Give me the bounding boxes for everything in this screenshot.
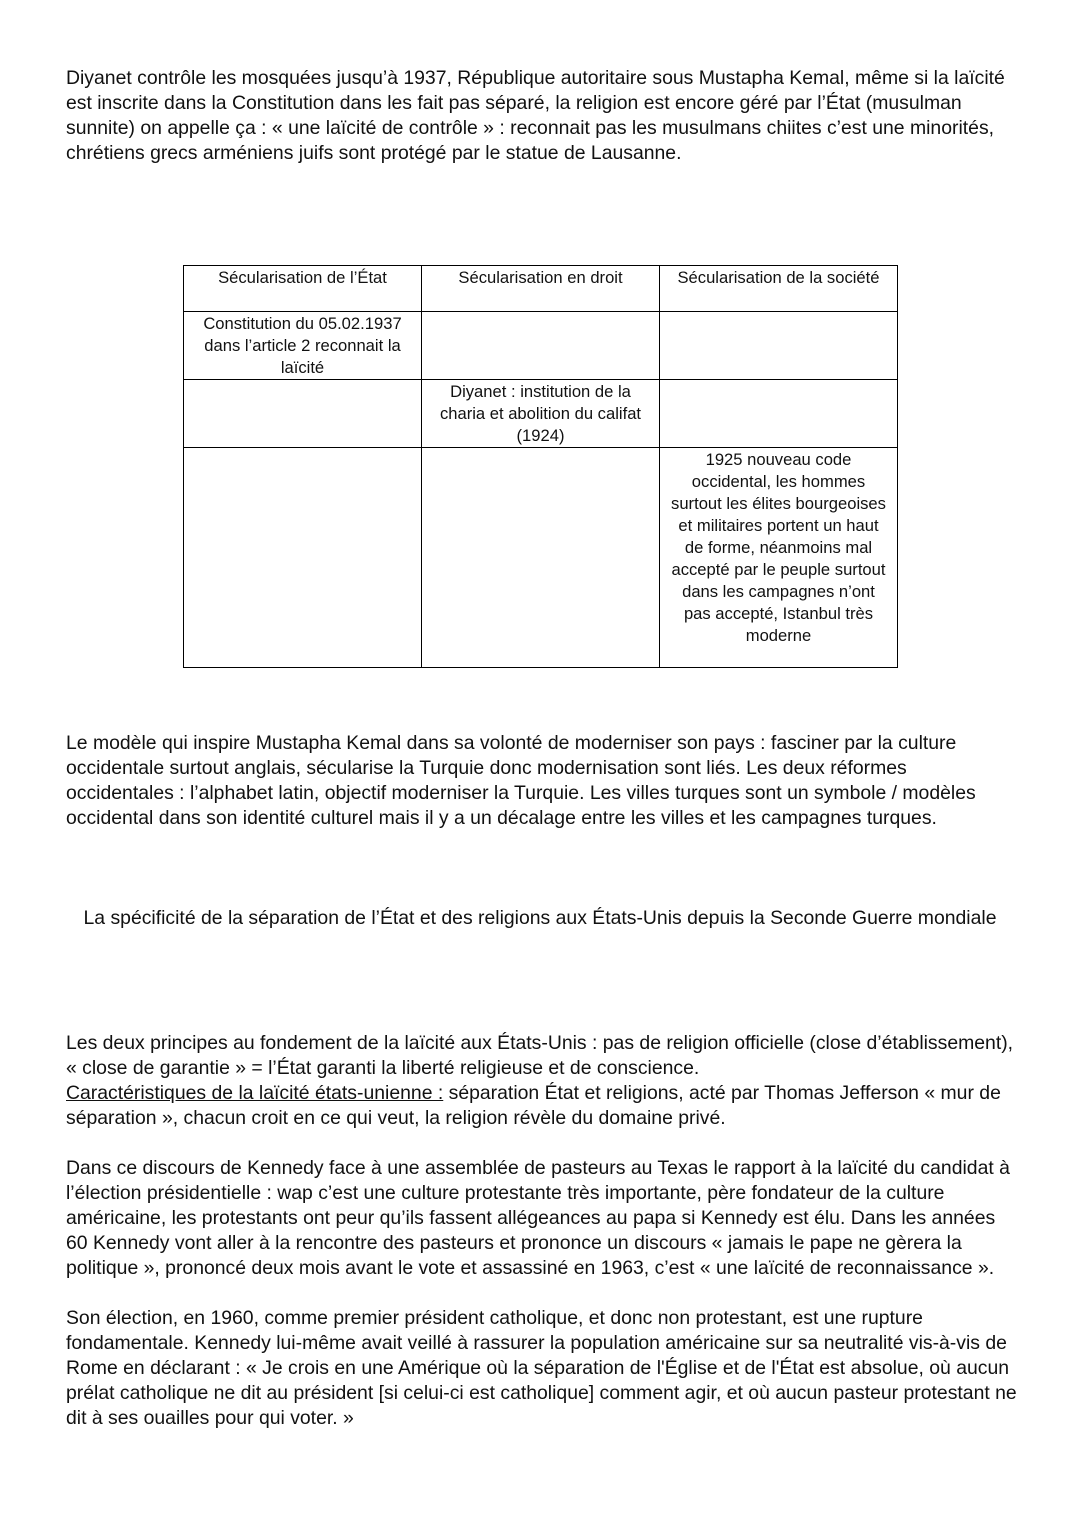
table-cell: 1925 nouveau code occidental, les hommes surtout les élites bourgeoises et militaires portent un haut de forme, néanmoins mal accepté par le peuple surtout dans les campagnes n’ont pas accepté, Istanbul très moderne (660, 448, 898, 668)
table-header-droit: Sécularisation en droit (422, 266, 660, 312)
table-cell: Constitution du 05.02.1937 dans l’article 2 reconnait la laïcité (184, 312, 422, 380)
secularisation-table (183, 265, 898, 668)
table-cell (660, 312, 898, 380)
table-cell (422, 312, 660, 380)
paragraph-election-1960: Son élection, en 1960, comme premier président catholique, et donc non protestant, est une rupture fondamentale. Kennedy lui-même avait veillé à rassurer la population américaine sur sa neutralité vis-à-vis de Rome en déclarant : « Je crois en une Amérique où la séparation de l'Église et de l'État est absolue, où aucun prélat catholique ne dit au président [si celui-ci est catholique] comment agir, et où aucun pasteur protestant ne dit à ses ouailles pour qui voter. » (66, 1307, 1017, 1429)
principes-text: Les deux principes au fondement de la laïcité aux États-Unis : pas de religion officielle (close d’établissement), « close de garantie » = l’État garanti la liberté religieuse et de conscience. (66, 1032, 1014, 1079)
section-heading-etats-unis: La spécificité de la séparation de l’État et des religions aux États-Unis depuis la Seconde Guerre mondiale (83, 907, 997, 929)
table-header-etat: Sécularisation de l’État (184, 266, 422, 312)
table-cell (422, 448, 660, 668)
paragraph-principes-laicite (66, 1031, 1018, 1131)
table-cell (184, 380, 422, 448)
paragraph-kennedy-discours: Dans ce discours de Kennedy face à une assemblée de pasteurs au Texas le rapport à la laïcité du candidat à l’élection présidentielle : wap c’est une culture protestante très importante, père fondateur de la culture américaine, les protestants ont peur qu’ils fassent allégeances au papa si Kennedy est élu. Dans les années 60 Kennedy vont aller à la rencontre des pasteurs et prononce un discours « jamais le pape ne gèrera la politique », prononcé deux mois avant le vote et assassiné en 1963, c’est « une laïcité de reconnaissance ». (66, 1157, 1010, 1279)
table-cell (184, 448, 422, 668)
paragraph-diyanet: Diyanet contrôle les mosquées jusqu’à 1937, République autoritaire sous Mustapha Kemal, même si la laïcité est inscrite dans la Constitution dans les fait pas séparé, la religion est encore géré par l’État (musulman sunnite) on appelle ça : « une laïcité de contrôle » : reconnait pas les musulmans chiites c’est une minorités, chrétiens grecs arméniens juifs sont protégé par le statue de Lausanne. (66, 67, 1005, 164)
caracteristiques-label: Caractéristiques de la laïcité états-unienne : (66, 1082, 444, 1104)
table-cell (660, 380, 898, 448)
table-cell: Diyanet : institution de la charia et abolition du califat (1924) (422, 380, 660, 448)
table-header-societe: Sécularisation de la société (660, 266, 898, 312)
table-row (184, 312, 898, 380)
caracteristiques-text: séparation État et religions, acté par Thomas Jefferson « mur de séparation », chacun croit en ce qui veut, la religion révèle du domaine privé. (66, 1082, 1001, 1129)
table-row (184, 448, 898, 668)
table-row (184, 380, 898, 448)
paragraph-modele-kemal: Le modèle qui inspire Mustapha Kemal dans sa volonté de moderniser son pays : fasciner par la culture occidentale surtout anglais, sécularise la Turquie donc modernisation sont liés. Les deux réformes occidentales : l’alphabet latin, objectif moderniser la Turquie. Les villes turques sont un symbole / modèles occidental dans son identité culturel mais il y a un décalage entre les villes et les campagnes turques. (66, 732, 976, 829)
table-header-row (184, 266, 898, 312)
